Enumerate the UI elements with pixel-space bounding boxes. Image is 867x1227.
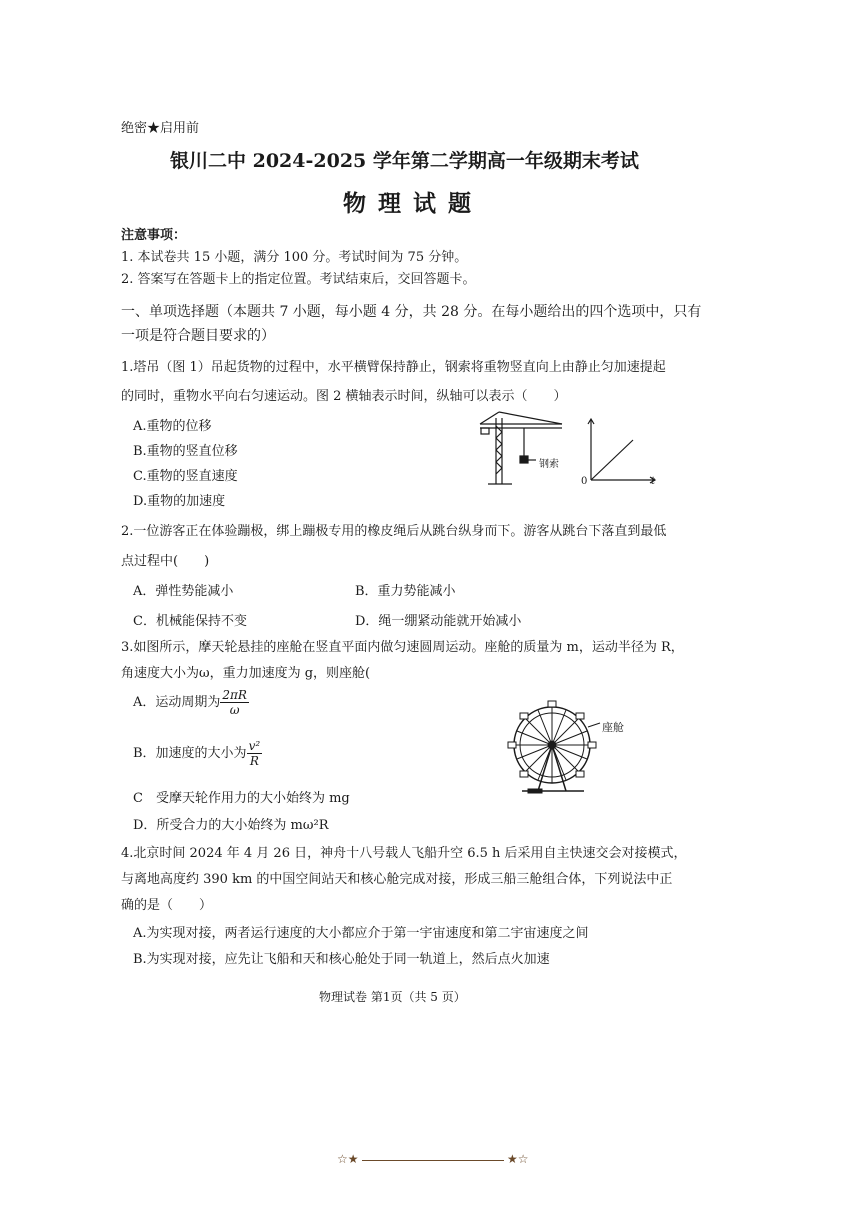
q2-stem-cont: 点过程中( ) [121,554,210,569]
q4-stem-cont2: 确的是（ ） [121,898,213,913]
q4-stem: 4.北京时间 2024 年 4 月 26 日，神舟十八号载人飞船升空 6.5 h 后采用自主快速交会对接模式， [121,846,687,861]
q3-stem: 3.如图所示，摩天轮悬挂的座舱在竖直平面内做匀速圆周运动。座舱的质量为 m，运动半径为 R， [121,640,684,655]
ornament-line [362,1160,504,1161]
q2-stem: 2.一位游客正在体验蹦极，绑上蹦极专用的橡皮绳后从跳台纵身而下。游客从跳台下落直到最低 [121,524,667,539]
q2-option-d: D．绳一绷紧动能就开始减小 [355,614,522,629]
cable-label: 钢索 [539,459,559,470]
cabin-label: 座舱 [602,721,624,734]
acceleration-fraction: $\frac{\text{v²}}{R}$ [248,739,261,768]
subject-title: 物 理 试 题 [343,190,474,217]
q2-option-c: C．机械能保持不变 [133,614,247,629]
q3-option-b [133,739,262,768]
q3-stem-cont: 角速度大小为ω，重力加速度为 g，则座舱( [121,666,371,681]
graph-line [591,440,633,480]
q3-option-a [133,688,249,717]
q3-option-a-text: A．运动周期为 [133,695,221,710]
q2-option-b: B．重力势能减小 [355,584,456,599]
q1-stem-cont: 的同时，重物水平向右匀速运动。图 2 横轴表示时间，纵轴可以表示（ ） [121,389,567,404]
q1-option-c: C.重物的竖直速度 [133,469,238,484]
q4-option-b: B.为实现对接，应先让飞船和天和核心舱处于同一轨道上，然后点火加速 [133,952,550,967]
page-footer: 物理试卷 第1页（共 5 页） [319,990,466,1004]
line-graph-figure [585,418,660,483]
secrecy-label: 绝密★启用前 [121,121,200,136]
school-title: 银川二中 2024-2025 学年第二学期高一年级期末考试 [170,150,639,172]
q4-option-a: A.为实现对接，两者运行速度的大小都应介于第一宇宙速度和第二宇宙速度之间 [133,926,589,941]
q1-option-b: B.重物的竖直位移 [133,444,238,459]
ornament-stars-right: ★☆ [507,1152,529,1166]
section-heading-cont: 一项是符合题目要求的） [121,328,275,344]
q1-option-d: D.重物的加速度 [133,494,226,509]
tower-crane-figure [478,412,568,492]
q1-stem: 1.塔吊（图 1）吊起货物的过程中，水平横臂保持静止，钢索将重物竖直向上由静止匀加速提起 [121,360,666,375]
graph-origin-label: 0 [581,476,588,487]
q3-option-b-text: B．加速度的大小为 [133,746,247,761]
section-heading: 一、单项选择题（本题共 7 小题，每小题 4 分，共 28 分。在每小题给出的四个选项中，只有 [121,304,702,320]
notes-heading: 注意事项： [121,228,187,243]
period-fraction: $\frac{2\pi R}{\omega}$ [222,688,247,717]
ferris-wheel-figure [510,703,600,803]
graph-t-label: t [651,476,656,487]
q1-option-a: A.重物的位移 [133,419,212,434]
q2-option-a: A．弹性势能减小 [133,584,234,599]
q3-option-d: D．所受合力的大小始终为 mω²R [133,818,329,833]
notes-item: 2. 答案写在答题卡上的指定位置。考试结束后，交回答题卡。 [121,272,476,287]
q3-option-c: C 受摩天轮作用力的大小始终为 mg [133,791,350,806]
q4-stem-cont: 与离地高度约 390 km 的中国空间站天和核心舱完成对接，形成三船三舱组合体，下列说法中正 [121,872,673,887]
notes-item: 1. 本试卷共 15 小题，满分 100 分。考试时间为 75 分钟。 [121,250,468,265]
ornament-stars-left: ☆★ [337,1152,359,1166]
